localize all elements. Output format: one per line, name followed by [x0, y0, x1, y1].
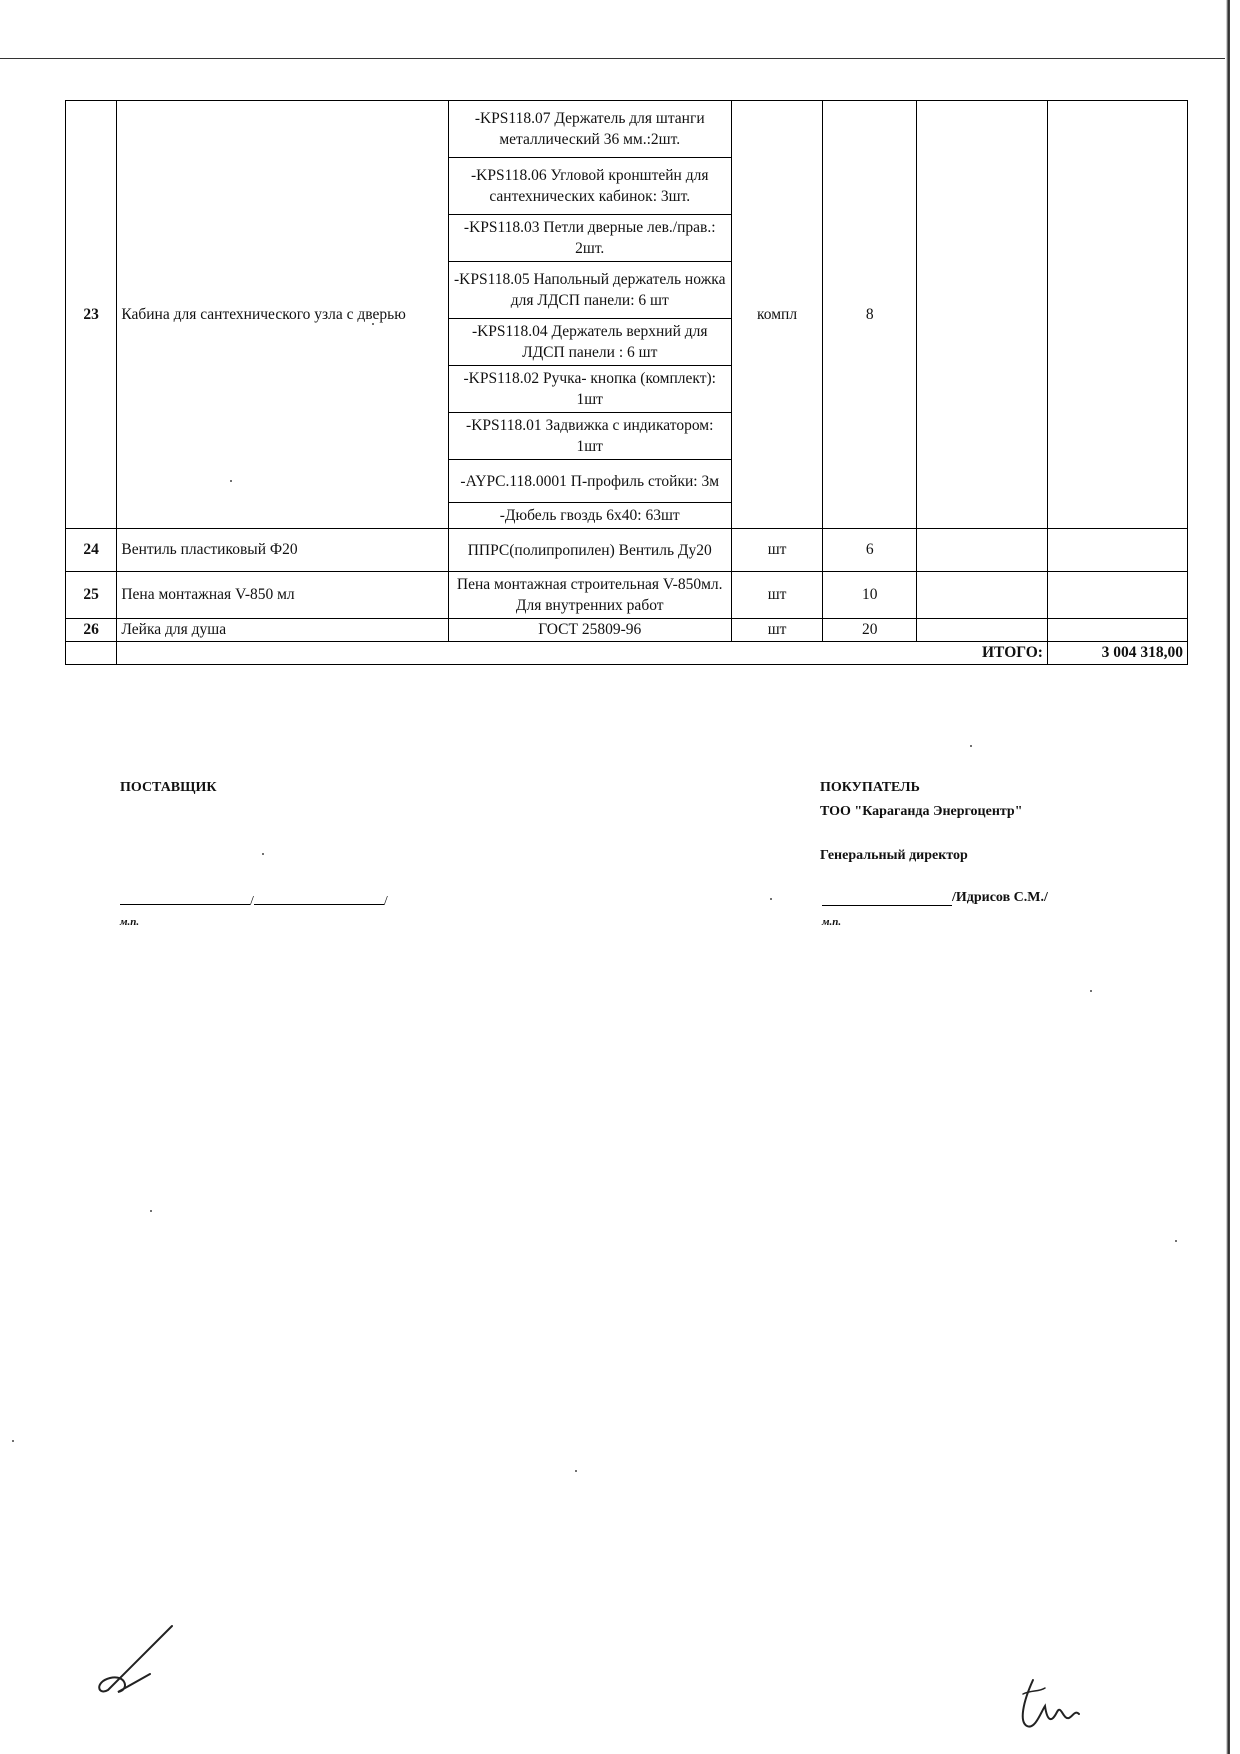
- scan-right-border: [1226, 0, 1230, 1754]
- buyer-stamp-place: м.п.: [822, 916, 842, 928]
- slash-separator: /: [250, 894, 254, 909]
- item-name: Лейка для душа: [117, 619, 448, 642]
- table-row: [66, 101, 1188, 158]
- item-spec: -KPS118.05 Напольный держатель ножка для ЛДСП панели: 6 шт: [448, 262, 731, 319]
- name-underline: [254, 890, 384, 905]
- item-sum: [1047, 529, 1187, 572]
- total-row: [66, 642, 1188, 665]
- item-qty: 8: [823, 101, 917, 529]
- item-unit: шт: [731, 572, 823, 619]
- buyer-position: Генеральный директор: [820, 848, 968, 863]
- item-spec: Пена монтажная строительная V-850мл. Для внутренних работ: [448, 572, 731, 619]
- item-spec: ППРС(полипропилен) Вентиль Ду20: [448, 529, 731, 572]
- table-row: [66, 572, 1188, 619]
- row-number: 23: [66, 101, 117, 529]
- item-price: [917, 101, 1048, 529]
- row-number: 26: [66, 619, 117, 642]
- handwritten-signature-left: [90, 1620, 180, 1700]
- scan-speck: [12, 1440, 14, 1442]
- buyer-signer-name: /Идрисов С.М./: [952, 890, 1048, 905]
- scan-page-edge: [0, 58, 1225, 59]
- scan-speck: [1090, 990, 1092, 992]
- scan-speck: [150, 1210, 152, 1212]
- buyer-company: ТОО "Караганда Энергоцентр": [820, 804, 1023, 819]
- item-spec: -KPS118.04 Держатель верхний для ЛДСП панели : 6 шт: [448, 319, 731, 366]
- total-blank: [66, 642, 117, 665]
- table-row: [66, 619, 1188, 642]
- handwritten-signature-right: [1015, 1672, 1095, 1732]
- item-spec: ГОСТ 25809-96: [448, 619, 731, 642]
- item-spec: -KPS118.01 Задвижка с индикатором: 1шт: [448, 413, 731, 460]
- item-name: Кабина для сантехнического узла с дверью: [117, 101, 448, 529]
- scan-speck: [1175, 1240, 1177, 1242]
- buyer-title: ПОКУПАТЕЛЬ: [820, 780, 920, 795]
- signature-underline: [120, 890, 250, 905]
- item-price: [917, 619, 1048, 642]
- item-unit: компл: [731, 101, 823, 529]
- item-spec: -KPS118.07 Держатель для штанги металлический 36 мм.:2шт.: [448, 101, 731, 158]
- item-name: Вентиль пластиковый Ф20: [117, 529, 448, 572]
- scan-speck: [770, 898, 772, 900]
- item-spec: -Дюбель гвоздь 6х40: 63шт: [448, 503, 731, 529]
- row-number: 24: [66, 529, 117, 572]
- item-spec: -KPS118.06 Угловой кронштейн для сантехнических кабинок: 3шт.: [448, 158, 731, 215]
- signature-underline: [822, 891, 952, 906]
- item-qty: 20: [823, 619, 917, 642]
- item-price: [917, 572, 1048, 619]
- supplier-stamp-place: м.п.: [120, 916, 140, 928]
- scan-speck: [575, 1470, 577, 1472]
- item-qty: 6: [823, 529, 917, 572]
- item-spec: -KPS118.02 Ручка- кнопка (комплект): 1шт: [448, 366, 731, 413]
- item-unit: шт: [731, 619, 823, 642]
- scan-speck: [262, 853, 264, 855]
- goods-table: [65, 100, 1188, 665]
- supplier-signature-line: [120, 890, 388, 910]
- item-sum: [1047, 619, 1187, 642]
- slash-separator: /: [383, 894, 388, 909]
- item-price: [917, 529, 1048, 572]
- item-sum: [1047, 101, 1187, 529]
- item-sum: [1047, 572, 1187, 619]
- item-spec: -KPS118.03 Петли дверные лев./прав.: 2шт.: [448, 215, 731, 262]
- supplier-title: ПОСТАВЩИК: [120, 780, 217, 795]
- total-value: 3 004 318,00: [1047, 642, 1187, 665]
- item-spec: -AYPC.118.0001 П-профиль стойки: 3м: [448, 460, 731, 503]
- row-number: 25: [66, 572, 117, 619]
- total-label: ИТОГО:: [117, 642, 1048, 665]
- item-qty: 10: [823, 572, 917, 619]
- buyer-signature-line: [822, 890, 1048, 906]
- item-name: Пена монтажная V-850 мл: [117, 572, 448, 619]
- scan-speck: [372, 323, 374, 325]
- table-row: [66, 529, 1188, 572]
- scan-speck: [230, 480, 232, 482]
- item-unit: шт: [731, 529, 823, 572]
- scan-speck: [970, 745, 972, 747]
